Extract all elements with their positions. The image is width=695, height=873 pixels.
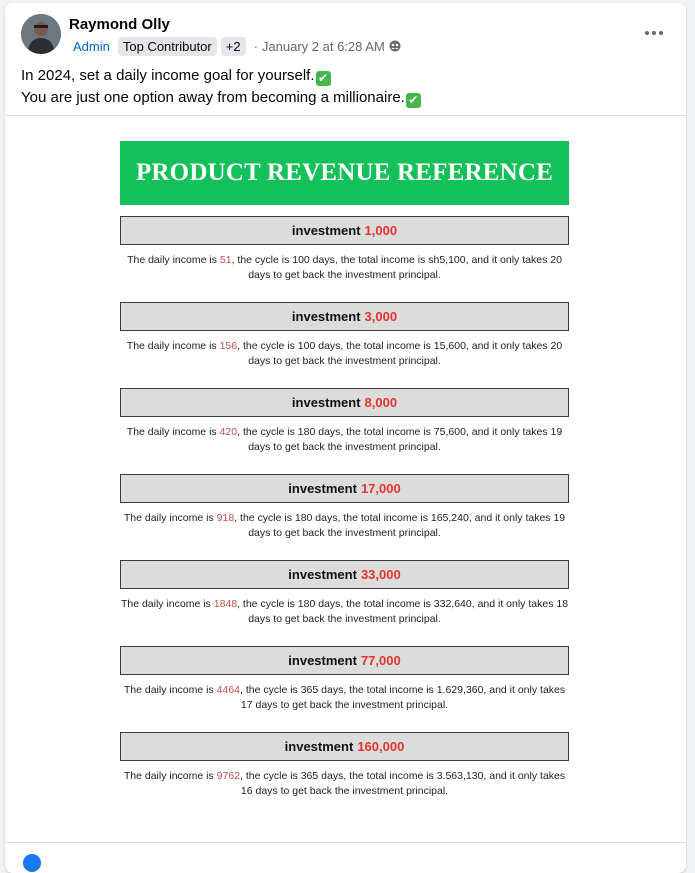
- investment-description: The daily income is 51, the cycle is 100 days, the total income is sh5,100, and it only takes 20 days to get back the investment principal.: [127, 254, 562, 281]
- investment-label: investment: [291, 395, 361, 410]
- investment-box: [120, 474, 569, 503]
- investment-amount: 160,000: [357, 739, 405, 754]
- admin-badge[interactable]: Admin: [73, 38, 110, 54]
- daily-income-value: 1848: [213, 598, 238, 610]
- investment-box: [120, 216, 569, 245]
- post-meta: [69, 36, 401, 56]
- investment-amount: 1,000: [364, 223, 398, 238]
- post-text: [21, 65, 421, 109]
- post-text-line-2: You are just one option away from becoming a millionaire.: [21, 89, 405, 106]
- investment-label: investment: [291, 223, 361, 238]
- investment-amount: 3,000: [364, 309, 398, 324]
- investment-description: The daily income is 9762, the cycle is 365 days, the total income is 3.563,130, and it only takes 16 days to get back the investment principal.: [123, 770, 566, 797]
- investment-label: investment: [284, 739, 354, 754]
- like-reaction-icon[interactable]: [23, 854, 41, 872]
- investment-description: The daily income is 918, the cycle is 180 days, the total income is 165,240, and it only takes 19 days to get back the investment principal.: [123, 512, 566, 539]
- investment-amount: 33,000: [360, 567, 401, 582]
- investment-amount: 77,000: [360, 653, 401, 668]
- daily-income-value: 9762: [216, 770, 241, 782]
- investment-label: investment: [288, 653, 357, 668]
- author-name[interactable]: Raymond Olly: [69, 16, 170, 33]
- daily-income-value: 420: [219, 426, 238, 438]
- investment-label: investment: [288, 481, 357, 496]
- investment-label: investment: [288, 567, 357, 582]
- avatar[interactable]: [21, 14, 61, 54]
- post-card: [5, 3, 686, 873]
- investment-description: The daily income is 4464, the cycle is 365 days, the total income is 1.629,360, and it only takes 17 days to get back the investment principal.: [123, 684, 566, 711]
- audience-group-icon: [389, 40, 401, 52]
- investment-box: [120, 646, 569, 675]
- check-mark-emoji-icon: ✔: [406, 93, 421, 108]
- investment-box: [120, 302, 569, 331]
- more-badges-button[interactable]: +2: [221, 37, 246, 56]
- check-mark-emoji-icon: ✔: [316, 71, 331, 86]
- daily-income-value: 156: [219, 340, 238, 352]
- daily-income-value: 918: [216, 512, 235, 524]
- investment-description: The daily income is 420, the cycle is 180 days, the total income is 75,600, and it only takes 19 days to get back the investment principal.: [126, 426, 563, 453]
- investment-description: The daily income is 156, the cycle is 100 days, the total income is 15,600, and it only takes 20 days to get back the investment principal.: [126, 340, 563, 367]
- revenue-reference-title: PRODUCT REVENUE REFERENCE: [120, 141, 569, 205]
- daily-income-value: 4464: [216, 684, 241, 696]
- daily-income-value: 51: [219, 254, 232, 266]
- investment-amount: 8,000: [364, 395, 398, 410]
- post-text-line-1: In 2024, set a daily income goal for yourself.: [21, 67, 315, 84]
- investment-box: [120, 388, 569, 417]
- investment-box: [120, 732, 569, 761]
- meta-separator: ·: [253, 38, 258, 54]
- investment-amount: 17,000: [360, 481, 401, 496]
- more-options-icon[interactable]: [642, 21, 666, 45]
- investment-box: [120, 560, 569, 589]
- investment-label: investment: [291, 309, 361, 324]
- top-contributor-badge[interactable]: Top Contributor: [118, 37, 217, 56]
- post-timestamp[interactable]: January 2 at 6:28 AM: [261, 38, 385, 54]
- investment-description: The daily income is 1848, the cycle is 180 days, the total income is 332,640, and it only takes 18 days to get back the investment principal.: [120, 598, 569, 625]
- post-image[interactable]: [5, 115, 686, 843]
